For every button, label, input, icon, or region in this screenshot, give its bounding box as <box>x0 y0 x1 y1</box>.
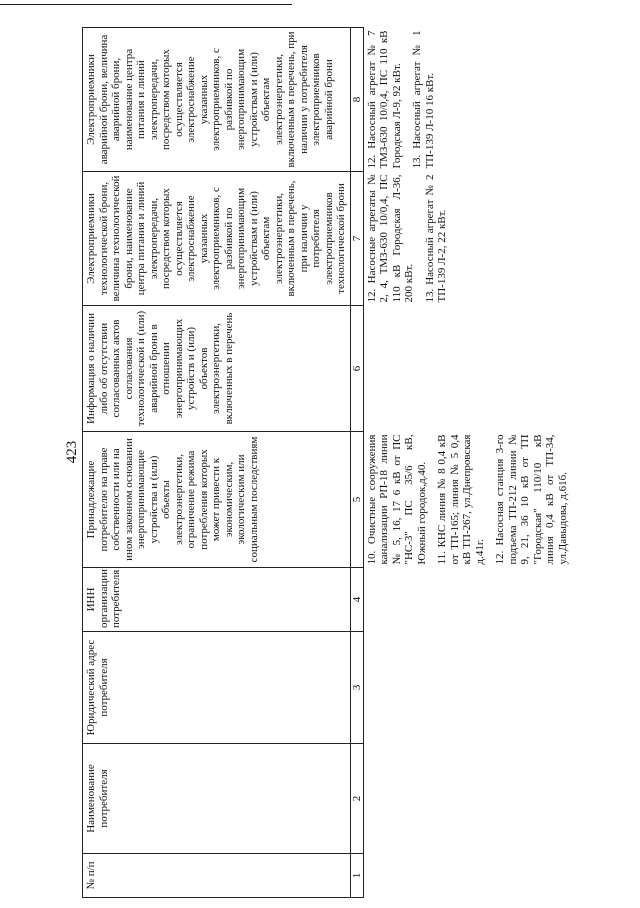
cell-devices <box>363 432 579 568</box>
emergency-reserve-entry: 13. Насосный агрегат № 1 ТП-139 Л-10 16 кВт. <box>411 30 436 169</box>
cell-empty <box>363 744 579 854</box>
header-cell-inn: ИНН организации потребителя <box>83 568 351 632</box>
column-number: 4 <box>350 568 363 632</box>
column-number: 7 <box>350 172 363 306</box>
table-row <box>363 28 579 898</box>
header-cell-devices: Принадлежащие потребителю на праве собственности или на ином законном основании энергопринимающие устройства и (или) объекты электроэнергетики, ограничение режима потребления которых может привести к экономическим, экологическим или социальным последствиям <box>83 432 351 568</box>
header-row <box>83 28 351 898</box>
header-cell-name: Наименование потребителя <box>83 744 351 854</box>
top-rule <box>0 4 292 5</box>
column-number: 1 <box>350 854 363 898</box>
cell-tech-reserve <box>363 172 579 306</box>
device-entry: 12. Насосная станция 3-го подъема ТП-212 линии № 9, 21, 36 10 кВ от ТП "Городская" 110/10 кВ линия 0,4 кВ от ТП-34, ул.Давыдова, д.61б. <box>494 434 569 565</box>
device-entry: 11. КНС линия № 8 0,4 кВ от ТП-165; линия № 5 0,4 кВ ТП-267, ул.Днепровская д.41г. <box>436 434 486 565</box>
page-number: 423 <box>64 440 80 464</box>
emergency-reserve-entry: 12. Насосный агрегат № 7 ТМЗ-630 10/0,4, ПС 110 кВ Городская Л-9, 92 кВт. <box>365 30 403 169</box>
header-cell-tech-reserve: Электроприемники технологической брони, величина технологической брони, наименование центра питания и линий электропередачи, посредством которых осуществляется электроснабжение указанных электроприемников, с разбивкой по энергопринимающим устройствам и (или) объектам электроэнергетики, включенным в перечень, при наличии у потребителя электроприемников технологической брони <box>83 172 351 306</box>
column-number: 6 <box>350 306 363 432</box>
tech-reserve-entry: 13. Насосный агрегат № 2 ТП-139 Л-2, 22 кВт. <box>423 174 448 303</box>
cell-empty <box>363 568 579 632</box>
header-cell-emergency-reserve: Электроприемники аварийной брони, величина аварийной брони, наименование центра питания и линий электропередачи, посредством которых осуществляется электроснабжение указанных электроприемников, с разбивкой по энергопринимающим устройствам и (или) объектам электроэнергетики, включенным в перечень, при наличии у потребителя электроприемников аварийной брони <box>83 28 351 172</box>
cell-empty <box>363 306 579 432</box>
cell-empty <box>363 854 579 898</box>
column-number: 5 <box>350 432 363 568</box>
rotated-table-stage <box>82 28 569 908</box>
rotated-table-wrapper <box>82 28 569 898</box>
consumer-table <box>82 27 579 898</box>
column-number: 2 <box>350 744 363 854</box>
device-entry: 10. Очистные сооружения канализации РП-18 линии № 5, 16, 17 6 кВ от ПС "НС-3" ПС 35/6 кВ, Южный городок,д.40. <box>365 434 428 565</box>
header-cell-number: № п/п <box>83 854 351 898</box>
tech-reserve-entry: 12. Насосные агрегаты № 2, 4, ТМЗ-630 10/0,4, ПС 110 кВ Городская Л-36, 200 кВт. <box>365 174 415 303</box>
cell-empty <box>363 632 579 744</box>
column-number: 3 <box>350 632 363 744</box>
column-number-row <box>350 28 363 898</box>
header-cell-address: Юридический адрес потребителя <box>83 632 351 744</box>
cell-emergency-reserve <box>363 28 579 172</box>
column-number: 8 <box>350 28 363 172</box>
header-cell-acts-info: Информация о наличии либо об отсутствии согласованных актов согласования технологической и (или) аварийной брони в отношении энергопринимающих устройств и (или) объектов электроэнергетики, включенных в перечень <box>83 306 351 432</box>
